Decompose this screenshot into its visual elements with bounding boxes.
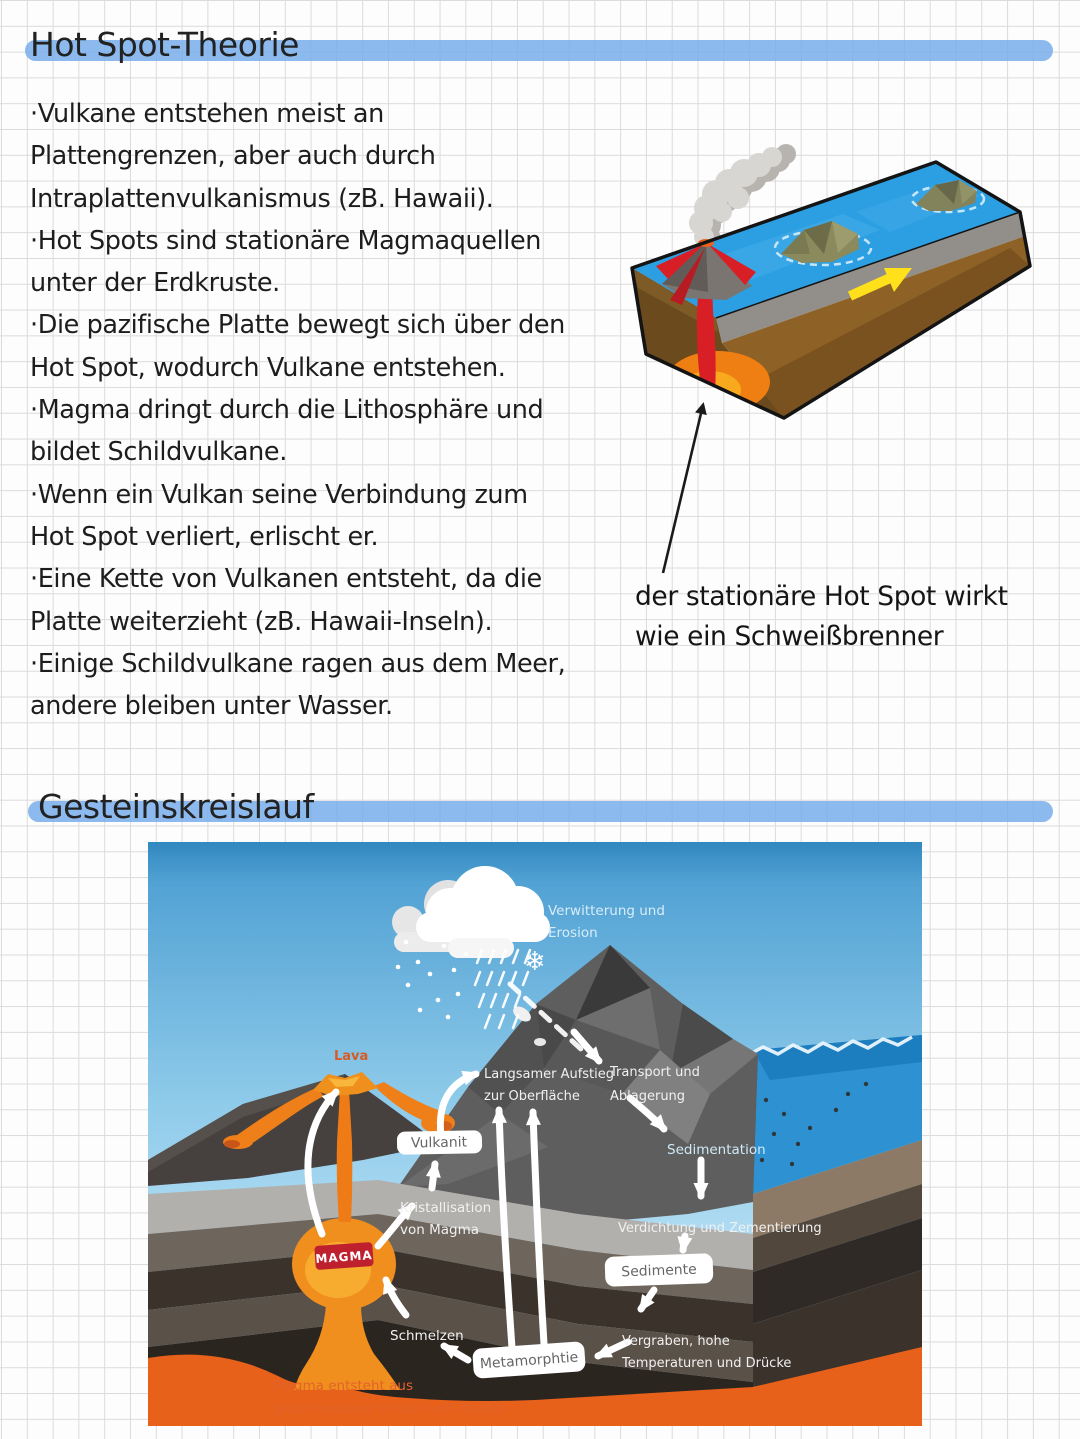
label-geschmolzene-kruste: geschmolzener Kruste und Mantel xyxy=(274,1401,505,1417)
note-line: ·Einige Schildvulkane ragen aus dem Meer, xyxy=(30,648,566,679)
note-text-block xyxy=(30,93,565,727)
magma-box xyxy=(314,1242,374,1270)
annotation-arrow xyxy=(645,395,725,580)
note-line: bildet Schildvulkane. xyxy=(30,437,287,468)
label-zur-oberflaeche: zur Oberfläche xyxy=(484,1089,580,1104)
note-line: andere bleiben unter Wasser. xyxy=(30,691,393,722)
label-langsamer-aufstieg: Langsamer Aufstieg xyxy=(484,1067,615,1082)
section-title: Gesteinskreislauf xyxy=(38,787,314,826)
label-vergraben: Vergraben, hohe xyxy=(622,1334,730,1349)
svg-text:Metamorphtie: Metamorphtie xyxy=(479,1349,579,1373)
label-magma-entsteht: Magma entsteht aus xyxy=(274,1378,413,1394)
snowflake-icon: ❄ xyxy=(524,947,546,977)
label-verdichtung: Verdichtung und Zementierung xyxy=(618,1221,822,1236)
label-schmelzen: Schmelzen xyxy=(390,1328,464,1344)
note-line: ·Die pazifische Platte bewegt sich über den xyxy=(30,310,565,341)
label-von-magma: von Magma xyxy=(400,1222,480,1238)
label-temperaturen: Temperaturen und Drücke xyxy=(622,1356,792,1371)
hotspot-caption xyxy=(635,577,1008,657)
label-sedimentation: Sedimentation xyxy=(667,1142,766,1158)
caption-line: der stationäre Hot Spot wirkt xyxy=(635,581,1008,612)
label-verwitterung: Verwitterung und xyxy=(548,903,665,919)
label-kristallisation: Kristallisation xyxy=(400,1200,492,1216)
note-line: Intraplattenvulkanismus (zB. Hawaii). xyxy=(30,183,494,214)
note-line: ·Eine Kette von Vulkanen entsteht, da die xyxy=(30,564,542,595)
vulkanit-box xyxy=(397,1130,482,1154)
svg-text:Vulkanit: Vulkanit xyxy=(410,1134,468,1152)
sedimente-box xyxy=(605,1253,714,1287)
page-title: Hot Spot-Theorie xyxy=(30,25,299,64)
note-line: Hot Spot verliert, erlischt er. xyxy=(30,521,379,552)
note-line: Hot Spot, wodurch Vulkane entstehen. xyxy=(30,352,506,383)
label-lava: Lava xyxy=(334,1049,369,1064)
caption-line: wie ein Schweißbrenner xyxy=(635,621,944,652)
hotspot-block-diagram-illustration xyxy=(618,142,1050,434)
note-line: ·Hot Spots sind stationäre Magmaquellen xyxy=(30,225,542,256)
note-line: ·Wenn ein Vulkan seine Verbindung zum xyxy=(30,479,528,510)
label-transport: Transport und xyxy=(610,1065,700,1080)
svg-text:MAGMA: MAGMA xyxy=(314,1248,374,1266)
note-line: ·Vulkane entstehen meist an xyxy=(30,99,384,129)
note-line: Platte weiterzieht (zB. Hawaii-Inseln). xyxy=(30,606,493,637)
note-line: ·Magma dringt durch die Lithosphäre und xyxy=(30,395,544,426)
svg-text:Sedimente: Sedimente xyxy=(621,1261,698,1281)
label-erosion: Erosion xyxy=(548,925,598,941)
note-line: unter der Erdkruste. xyxy=(30,268,280,299)
rock-cycle-illustration xyxy=(148,842,922,1426)
note-line: Plattengrenzen, aber auch durch xyxy=(30,141,436,172)
label-ablagerung: Ablagerung xyxy=(610,1089,686,1104)
